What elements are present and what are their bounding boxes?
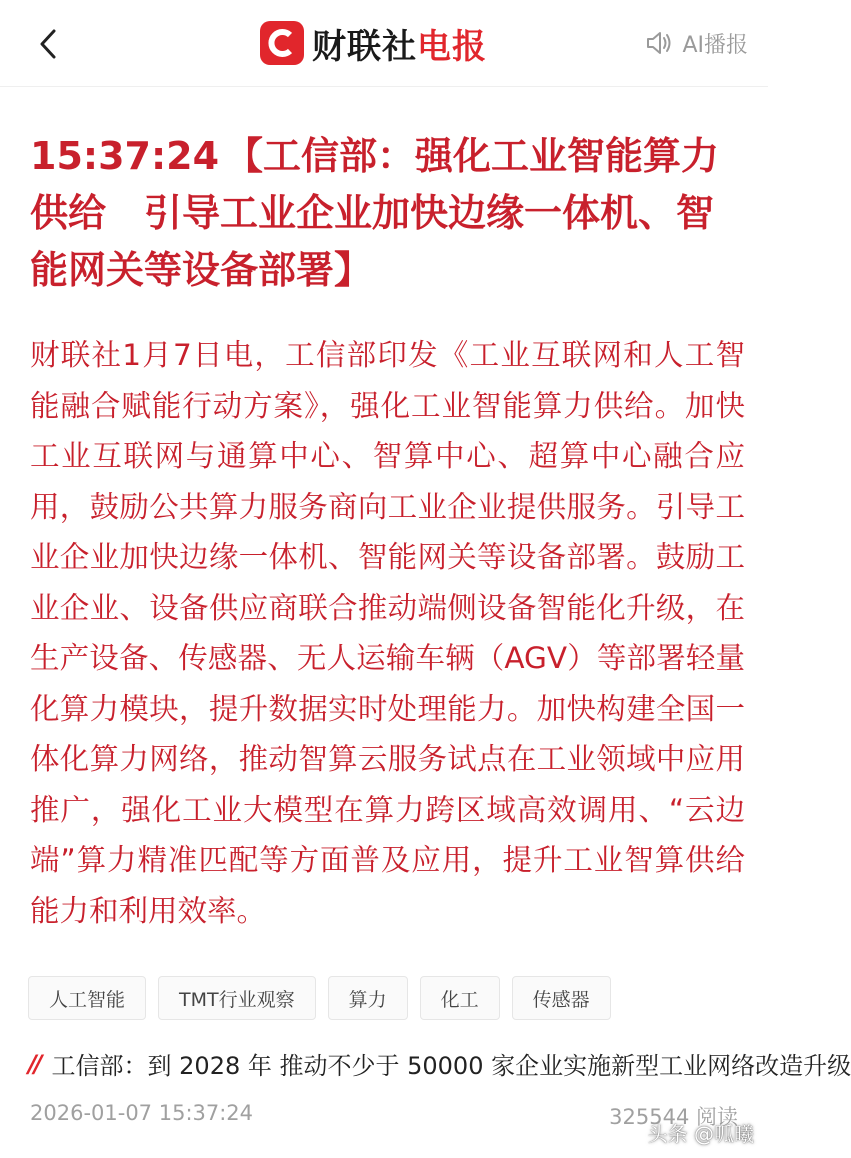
chevron-left-icon — [30, 24, 70, 64]
brand-logo-icon — [260, 21, 304, 65]
tag-computing-power[interactable]: 算力 — [328, 976, 408, 1020]
tag-tmt[interactable]: TMT行业观察 — [158, 976, 316, 1020]
tag-list — [28, 976, 611, 1020]
ai-broadcast-label: AI播报 — [682, 32, 748, 58]
tag-chemical[interactable]: 化工 — [420, 976, 500, 1020]
speaker-icon — [644, 28, 674, 58]
back-button[interactable] — [30, 24, 70, 64]
related-news-link[interactable] — [28, 1046, 851, 1081]
tag-sensor[interactable]: 传感器 — [512, 976, 611, 1020]
app-logo — [260, 20, 487, 66]
related-news-title: 工信部：到 2028 年 推动不少于 50000 家企业实施新型工业网络改造升级 — [51, 1052, 851, 1080]
logo-text-black: 财联社 — [312, 26, 417, 67]
article-title: 【工信部：强化工业智能算力供给 引导工业企业加快边缘一体机、智能网关等设备部署】 — [30, 134, 720, 292]
article-headline — [30, 128, 745, 299]
logo-text-red: 电报 — [417, 26, 487, 67]
article-body: 财联社1月7日电，工信部印发《工业互联网和人工智能融合赋能行动方案》，强化工业智能算力供给。加快工业互联网与通算中心、智算中心、超算中心融合应用，鼓励公共算力服务商向工业企业提供服务。引导工业企业加快边缘一体机、智能网关等设备部署。鼓励工业企业、设备供应商联合推动端侧设备智能化升级，在生产设备、传感器、无人运输车辆（AGV）等部署轻量化算力模块，提升数据实时处理能力。加快构建全国一体化算力网络，推动智算云服务试点在工业领域中应用推广，强化工业大模型在算力跨区域高效调用、“云边端”算力精准匹配等方面普及应用，提升工业智算供给能力和利用效率。 — [30, 338, 745, 928]
article-time: 15:37:24 — [30, 134, 220, 178]
top-bar — [0, 0, 768, 87]
tag-ai[interactable]: 人工智能 — [28, 976, 146, 1020]
related-mark-icon: // — [28, 1049, 40, 1078]
publish-datetime: 2026-01-07 15:37:24 — [30, 1101, 254, 1125]
ai-broadcast-button[interactable] — [644, 26, 748, 60]
read-count: 325544 阅读 — [609, 1105, 738, 1129]
watermark: 头条 @呱曦 — [647, 1122, 754, 1146]
